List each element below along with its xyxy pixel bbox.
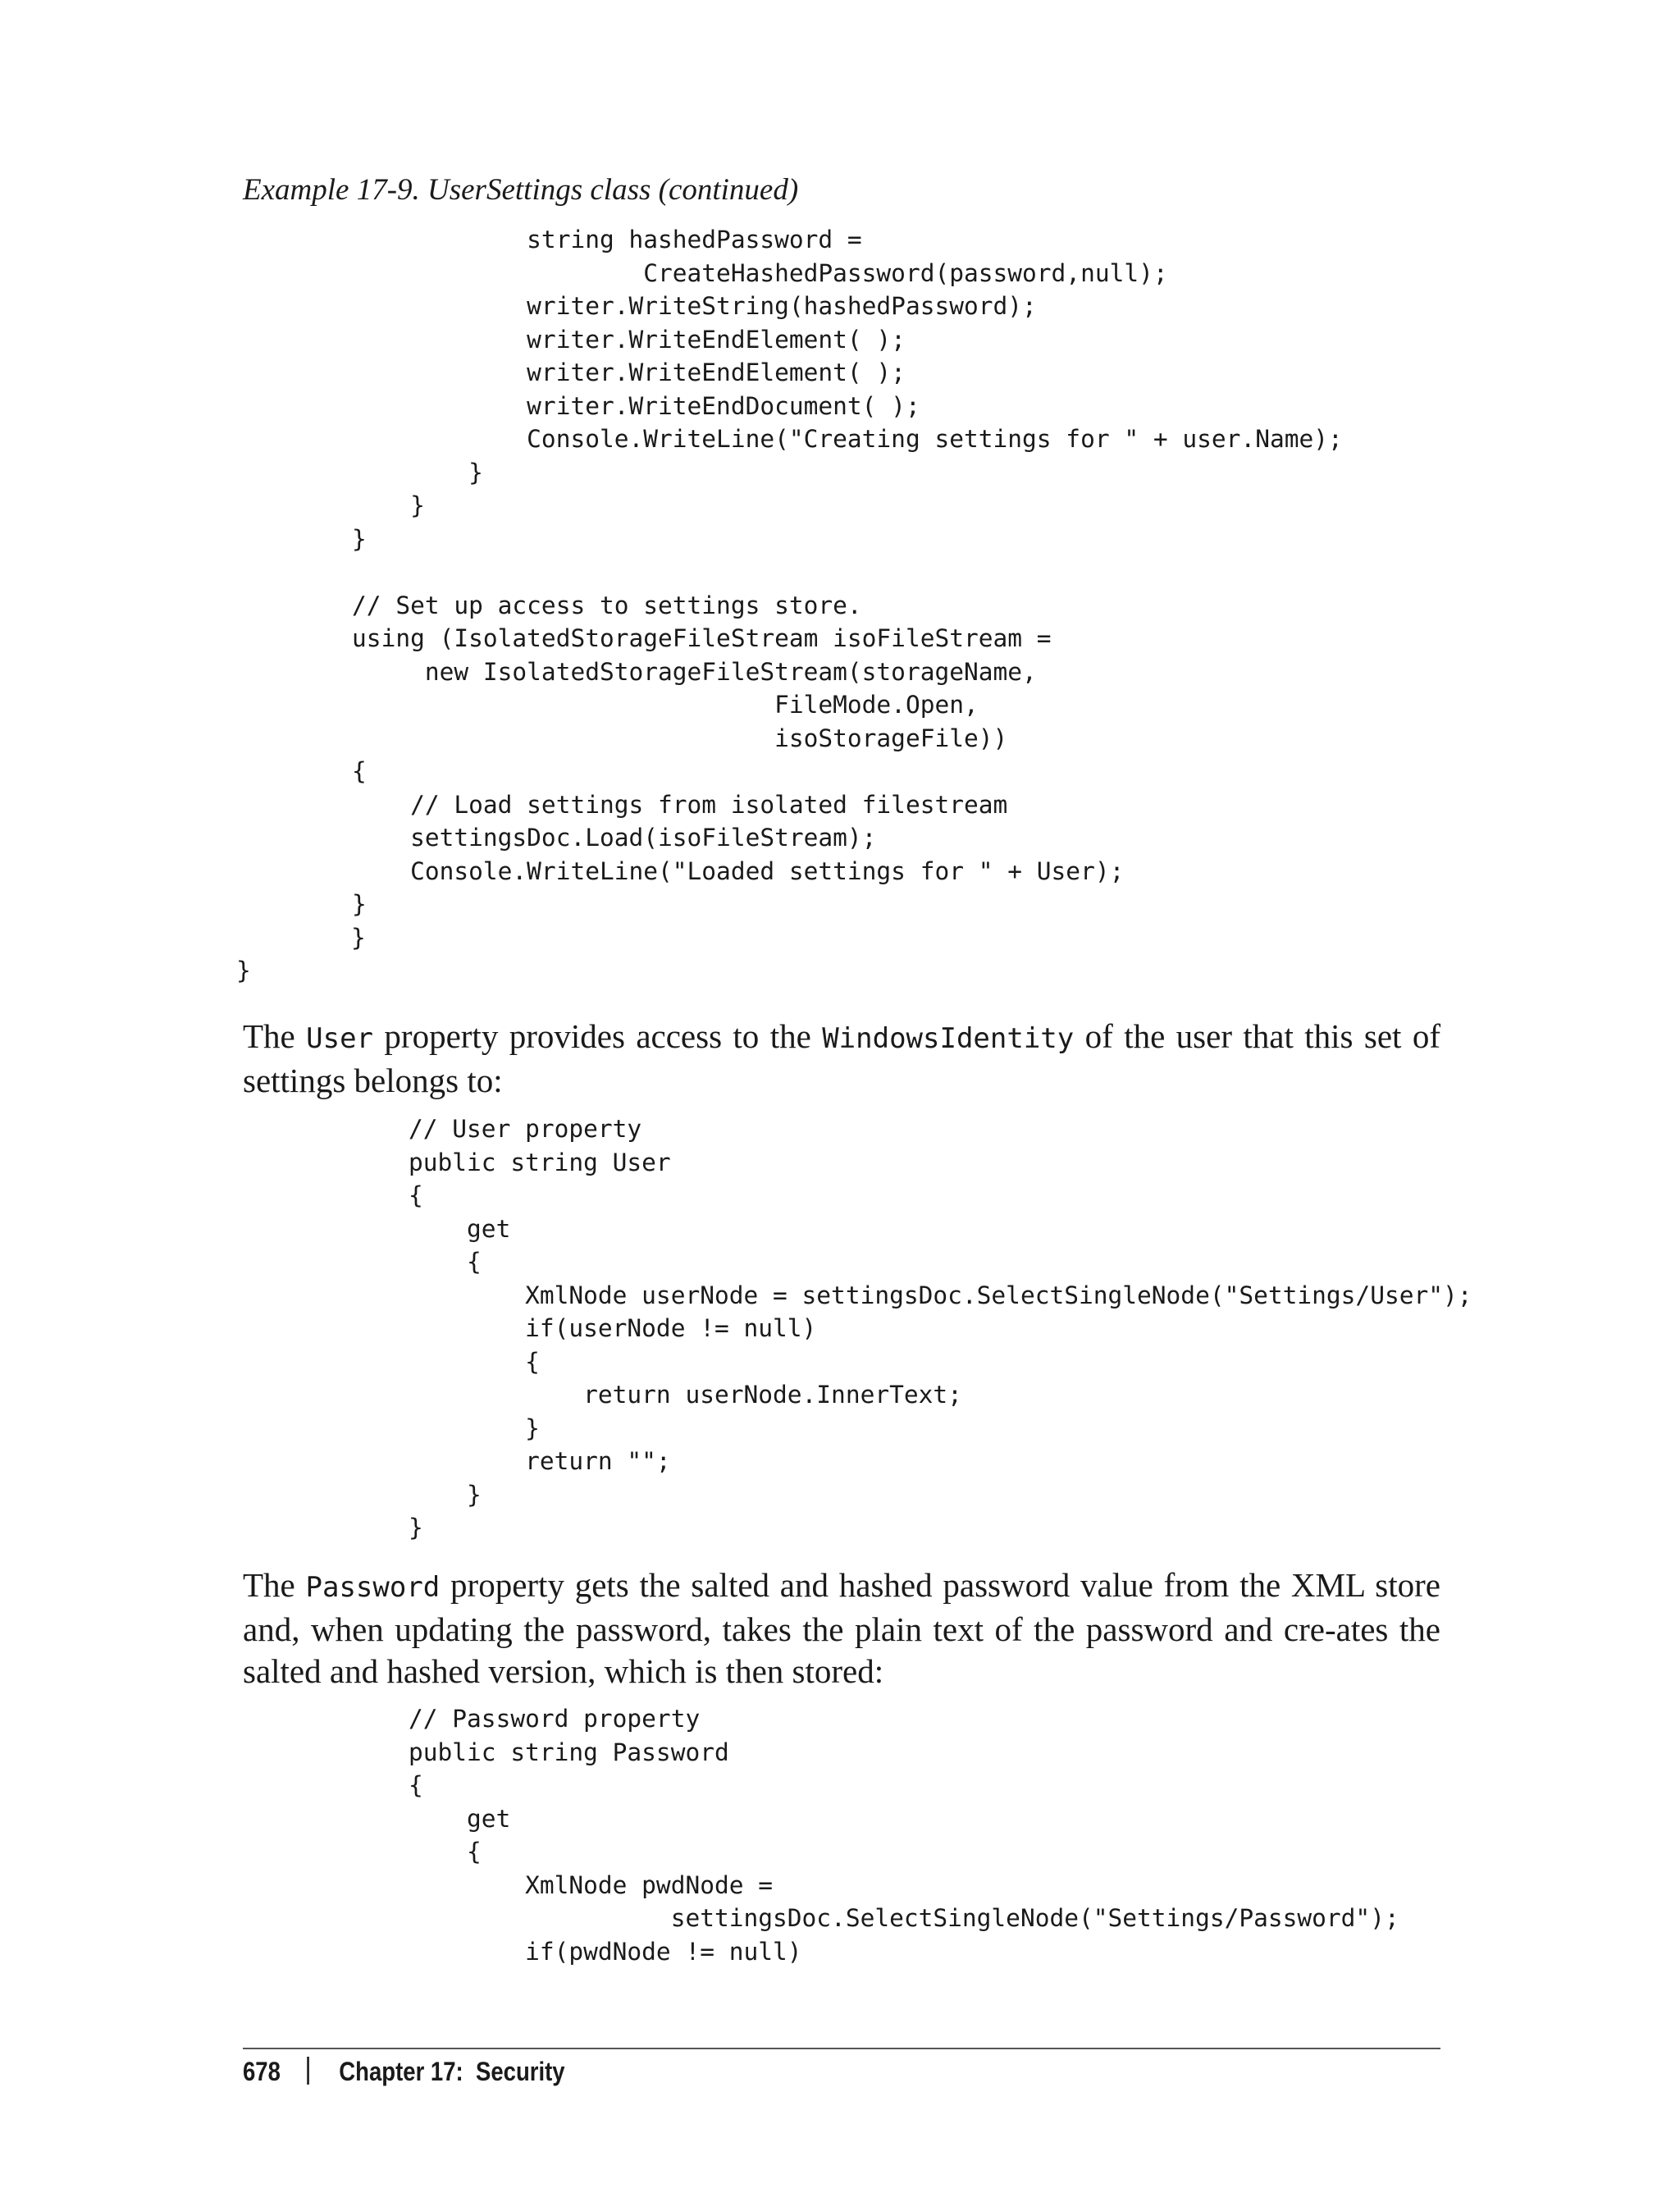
code-line: } bbox=[294, 458, 483, 486]
paragraph-user-property bbox=[243, 1016, 1440, 1102]
code-line: } bbox=[236, 957, 251, 984]
example-caption: Example 17-9. UserSettings class (continued) bbox=[243, 173, 799, 207]
code-line: } bbox=[409, 1414, 540, 1442]
code-line: writer.WriteEndDocument( ); bbox=[294, 391, 920, 420]
code-line: // Set up access to settings store. bbox=[294, 591, 862, 619]
code-line: Console.WriteLine("Loaded settings for " + User); bbox=[294, 856, 1125, 885]
chapter-title: Chapter 17: Security bbox=[339, 2057, 565, 2086]
code-line bbox=[294, 555, 1343, 589]
code-line: public string User bbox=[409, 1148, 671, 1176]
code-line: if(userNode != null) bbox=[409, 1314, 817, 1342]
footer-separator bbox=[308, 2057, 310, 2085]
code-line: { bbox=[409, 1181, 423, 1209]
code-line: new IsolatedStorageFileStream(storageName, bbox=[294, 657, 1037, 686]
code-line: CreateHashedPassword(password,null); bbox=[294, 258, 1168, 287]
code-block-user-settings-continued bbox=[236, 223, 1343, 988]
code-line: { bbox=[409, 1771, 423, 1799]
inline-code: WindowsIdentity bbox=[822, 1022, 1075, 1055]
code-line: string hashedPassword = bbox=[294, 226, 862, 253]
paragraph-text: property provides access to the bbox=[373, 1017, 823, 1055]
inline-code: Password bbox=[305, 1571, 441, 1604]
code-line: XmlNode userNode = settingsDoc.SelectSingleNode("Settings/User"); bbox=[409, 1281, 1472, 1309]
code-line: if(pwdNode != null) bbox=[409, 1937, 802, 1966]
code-line: Console.WriteLine("Creating settings for " + user.Name); bbox=[294, 425, 1343, 453]
paragraph-password-property bbox=[243, 1564, 1440, 1692]
code-line: // Password property bbox=[409, 1705, 701, 1733]
code-line: // Load settings from isolated filestream bbox=[294, 790, 1008, 819]
code-line: { bbox=[409, 1347, 540, 1376]
code-line: FileMode.Open, bbox=[294, 691, 979, 719]
paragraph-text: The bbox=[243, 1017, 307, 1055]
code-line: } bbox=[409, 1514, 423, 1541]
code-line: XmlNode pwdNode = bbox=[409, 1870, 774, 1899]
code-line: return ""; bbox=[409, 1447, 671, 1475]
code-line: get bbox=[409, 1214, 511, 1243]
code-block-user-property bbox=[409, 1112, 1472, 1545]
code-line: } bbox=[294, 524, 367, 553]
code-line: settingsDoc.Load(isoFileStream); bbox=[294, 824, 877, 852]
code-line: } bbox=[409, 1480, 482, 1509]
footer-rule bbox=[243, 2048, 1440, 2049]
page-footer bbox=[243, 2053, 565, 2090]
code-line: settingsDoc.SelectSingleNode("Settings/Password"); bbox=[409, 1904, 1399, 1932]
code-block-password-property bbox=[409, 1702, 1399, 1968]
code-line: { bbox=[294, 757, 367, 785]
code-line: isoStorageFile)) bbox=[294, 724, 1008, 752]
code-line: } bbox=[351, 923, 366, 952]
code-line: } bbox=[294, 491, 425, 519]
code-line: return userNode.InnerText; bbox=[409, 1381, 962, 1409]
code-line: using (IsolatedStorageFileStream isoFileStream = bbox=[294, 624, 1052, 652]
paragraph-text: property gets the salted and hashed password value from the XML store and, when updating the password, takes the plain text of the password and cre-ates the salted and hashed version, which is then stored: bbox=[243, 1566, 1440, 1690]
code-line: } bbox=[294, 890, 367, 918]
paragraph-text: of the user that this set of settings belongs to: bbox=[243, 1017, 1440, 1099]
page-number: 678 bbox=[243, 2057, 281, 2086]
code-line: writer.WriteString(hashedPassword); bbox=[294, 292, 1037, 320]
code-line: // User property bbox=[409, 1115, 642, 1143]
inline-code: User bbox=[306, 1022, 374, 1055]
code-line: writer.WriteEndElement( ); bbox=[294, 325, 906, 354]
code-line: writer.WriteEndElement( ); bbox=[294, 359, 906, 386]
code-line: { bbox=[409, 1838, 482, 1866]
code-line: get bbox=[409, 1804, 511, 1833]
code-line: { bbox=[409, 1248, 482, 1276]
code-line: public string Password bbox=[409, 1738, 729, 1766]
paragraph-text: The bbox=[243, 1566, 306, 1604]
